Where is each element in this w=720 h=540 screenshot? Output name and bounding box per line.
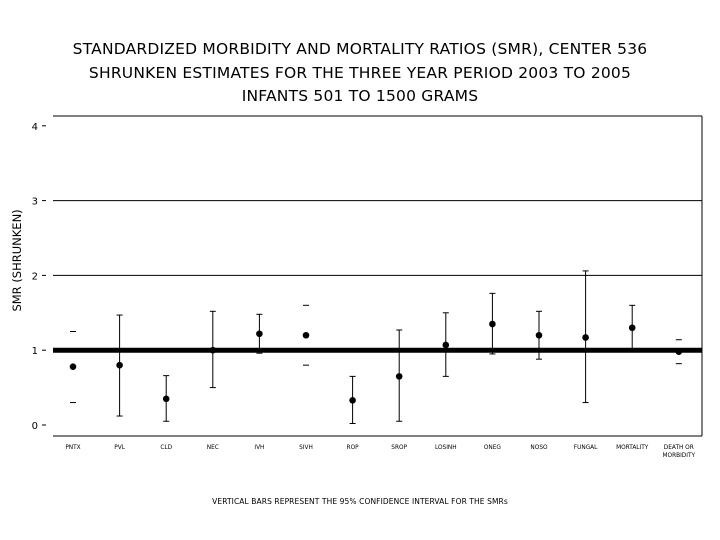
chart-footnote: VERTICAL BARS REPRESENT THE 95% CONFIDENCE INTERVAL FOR THE SMRs	[212, 497, 508, 506]
x-category-label: PNTX	[65, 445, 81, 451]
data-point	[303, 332, 310, 339]
data-point	[536, 332, 543, 339]
data-point	[629, 324, 636, 331]
x-category-label: DEATH OR	[663, 445, 694, 451]
x-category-label: LOSINH	[434, 445, 457, 451]
y-tick-label: 1	[31, 346, 38, 358]
chart-title-line-1: STANDARDIZED MORBIDITY AND MORTALITY RATIOS (SMR), CENTER 536	[72, 40, 648, 58]
x-category-label: NEC	[206, 445, 219, 451]
x-category-label: MORBIDITY	[662, 453, 696, 459]
x-category-label: ROP	[346, 445, 359, 451]
data-point	[70, 363, 77, 370]
data-point	[582, 334, 589, 341]
y-tick-label: 0	[31, 421, 38, 432]
x-category-label: ONEG	[483, 445, 501, 451]
data-point	[443, 342, 450, 349]
y-axis-label: SMR (SHRUNKEN)	[10, 209, 24, 312]
x-category-label: CLD	[160, 445, 173, 451]
chart-title-line-2: SHRUNKEN ESTIMATES FOR THE THREE YEAR PERIOD 2003 TO 2005	[88, 64, 632, 82]
x-category-label: PVL	[114, 445, 125, 451]
data-point	[489, 321, 496, 328]
y-tick-label: 3	[31, 196, 38, 208]
data-point	[116, 362, 123, 369]
data-point	[210, 347, 217, 354]
y-tick-label: 4	[31, 121, 38, 133]
x-category-label: MORTALITY	[616, 445, 649, 451]
x-category-label: FUNGAL	[573, 445, 598, 451]
x-category-label: IVH	[254, 445, 265, 451]
x-category-label: SIVH	[299, 445, 313, 451]
data-point	[349, 397, 356, 404]
data-point	[163, 396, 170, 403]
x-category-label: NOSO	[530, 445, 548, 451]
data-point	[256, 330, 263, 337]
data-point	[396, 373, 403, 380]
chart-title-line-3: INFANTS 501 TO 1500 GRAMS	[241, 87, 479, 105]
y-tick-label: 2	[31, 271, 38, 283]
x-category-label: SROP	[391, 445, 408, 451]
data-point	[676, 348, 683, 355]
